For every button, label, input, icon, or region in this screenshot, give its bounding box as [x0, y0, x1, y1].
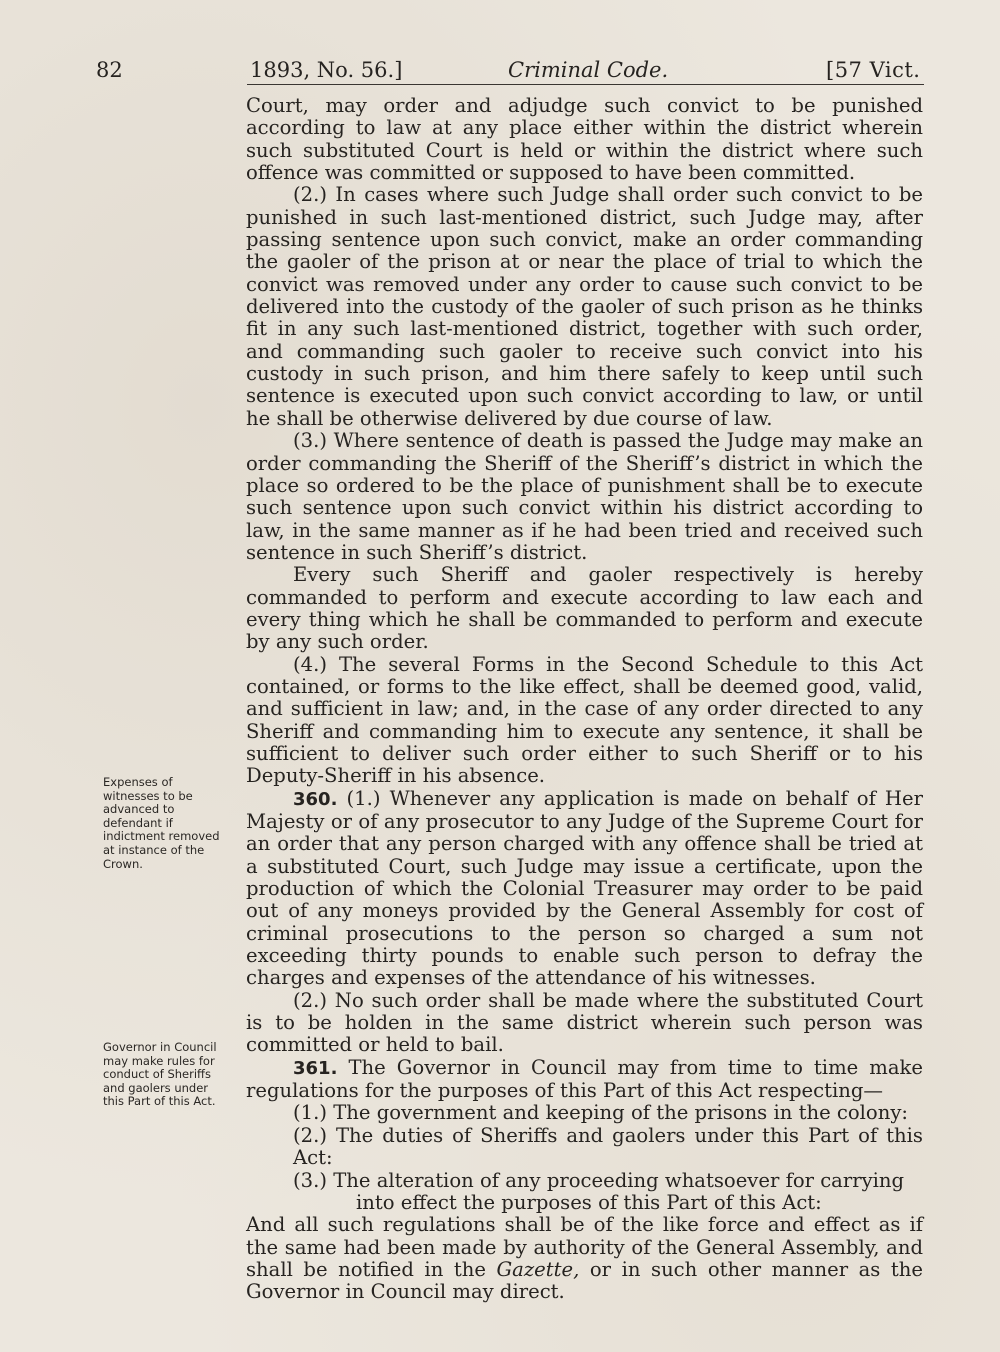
section-text: (1.) Whenever any application is made on behalf of Her Majesty or of any prosecutor to any Judge of the Supreme Court for an order that any person charged with any offence shall be tried at a substituted Court, such Judge may issue a certificate, upon the production of which the Colonial Treasurer may order to be paid out of any moneys provided by the General Assembly for cost of criminal prosecutions to the person so charged a sum not exceeding thirty pounds to enable such person to defray the charges and expenses of the attendance of his witnesses.	[246, 786, 923, 990]
list-item: (2.) The duties of Sheriffs and gaolers under this Part of this Act:	[293, 1123, 923, 1170]
margin-line: conduct of Sheriffs	[103, 1067, 211, 1082]
section-360-subsection-2: (2.) No such order shall be made where the substituted Court is to be holden in the same district wherein such person was committed or held to bail.	[246, 988, 923, 1057]
page-number: 82	[96, 58, 123, 82]
section-number: 360.	[293, 788, 338, 810]
closing-paragraph	[246, 1214, 923, 1303]
subsection-2: (2.) In cases where such Judge shall order such convict to be punished in such last-mentioned district, such Judge may, after passing sentence upon such convict, make an order commanding the gaoler of the prison at or near the place of trial to which the convict was removed under any order to cause such convict to be delivered into the custody of the gaoler of such prison as he thinks fit in any such last-mentioned district, together with such order, and commanding such gaoler to receive such convict into his custody in such prison, and him there safely to keep until such sentence is executed upon such convict according to law, or until he shall be otherwise delivered by due course of law.	[246, 183, 923, 430]
marginal-note-expenses	[103, 776, 243, 871]
margin-line: witnesses to be	[103, 788, 193, 803]
margin-line: may make rules for	[103, 1053, 215, 1068]
act-year-number: 1893, No. 56.]	[250, 58, 403, 82]
section-361	[246, 1057, 923, 1103]
header-rule	[247, 84, 924, 85]
margin-line: at instance of the	[103, 842, 205, 857]
paragraph-continuation: Court, may order and adjudge such convict to be punished according to law at any place either within the district wherein such substituted Court is held or within the district where such offence was committed or supposed to have been committed.	[246, 94, 923, 185]
marginal-note-governor	[103, 1041, 243, 1109]
sheriff-paragraph: Every such Sheriff and gaoler respectively is hereby commanded to perform and execute according to law each and every thing which he shall be commanded to perform and execute by any such order.	[246, 563, 923, 654]
margin-line: Crown.	[103, 856, 143, 871]
gazette-italic: Gazette,	[496, 1257, 580, 1281]
margin-line: advanced to	[103, 802, 175, 817]
margin-line: indictment removed	[103, 829, 220, 844]
list-item: (3.) The alteration of any proceeding whatsoever for carrying	[293, 1168, 905, 1192]
margin-line: Expenses of	[103, 775, 173, 789]
margin-line: this Part of this Act.	[103, 1094, 216, 1109]
subsection-4: (4.) The several Forms in the Second Schedule to this Act contained, or forms to the like effect, shall be deemed good, valid, and sufficient in law; and, in the case of any order directed to any Sheriff and commanding him to execute any sentence, it shall be sufficient to deliver such order either to such Sheriff or to his Deputy-Sheriff in his absence.	[246, 652, 923, 788]
subsection-3: (3.) Where sentence of death is passed the Judge may make an order commanding the Sheriff of the Sheriff’s district in which the place so ordered to be the place of punishment shall be to execute such sentence upon such convict within his district according to law, in the same manner as if he had been tried and received such sentence in such Sheriff’s district.	[246, 429, 923, 564]
section-number: 361.	[293, 1057, 338, 1079]
section-360	[246, 788, 923, 990]
list-item-continuation: into effect the purposes of this Part of this Act:	[356, 1190, 822, 1214]
running-header	[0, 52, 1000, 86]
list-item: (1.) The government and keeping of the prisons in the colony:	[293, 1101, 909, 1125]
section-text: The Governor in Council may from time to time make regulations for the purposes of this Part of this Act respecting—	[246, 1055, 923, 1103]
closing-text: And all such regulations shall be of the like force and effect as if the same had been made by authority of the General Assembly, and shall be notified in the	[246, 1213, 923, 1281]
margin-line: and gaolers under	[103, 1080, 208, 1095]
statute-text	[246, 95, 923, 1304]
margin-line: defendant if	[103, 815, 173, 830]
closing-text-end: or in such other manner as the Governor in Council may direct.	[246, 1257, 923, 1304]
regnal-year: [57 Vict.	[826, 58, 921, 82]
margin-line: Governor in Council	[103, 1040, 217, 1054]
running-title: Criminal Code.	[508, 58, 669, 82]
